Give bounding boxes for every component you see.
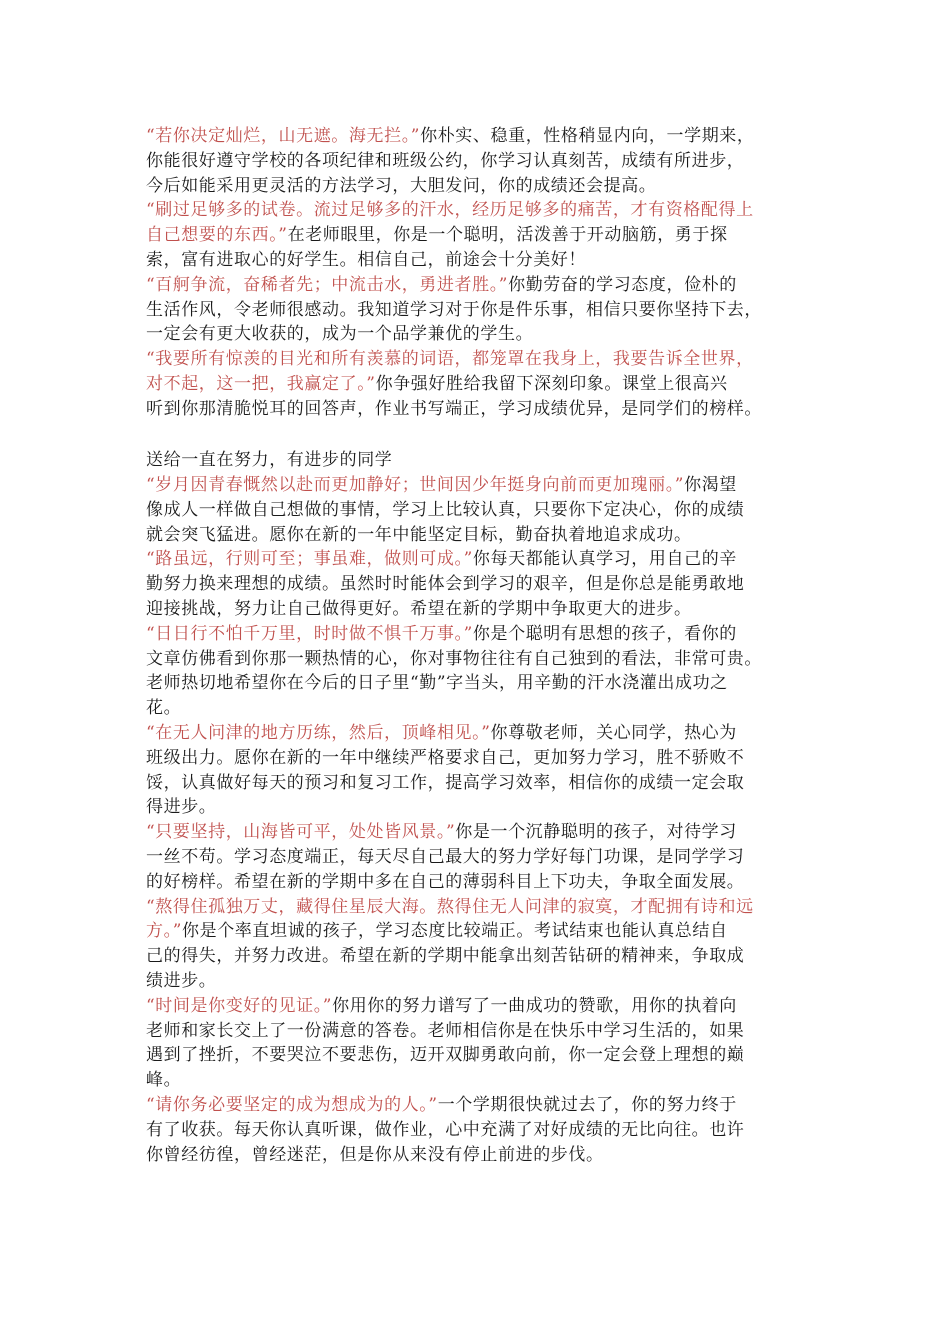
text-line (146, 870, 744, 895)
text-line (146, 1093, 737, 1118)
quote-text: “百舸争流，奋稀者先；中流击水，勇进者胜。” (146, 274, 509, 295)
text-line (146, 1019, 744, 1044)
comment-text: 在老师眼里，你是一个聪明，活泼善于开动脑筋，勇于探 (287, 225, 728, 246)
comment-text: 的好榜样。希望在新的学期中多在自己的薄弱科目上下功夫，争取全面发展。 (146, 871, 745, 892)
quote-text: “路虽远，行则可至；事虽难，做则可成。” (146, 549, 473, 570)
quote-text: “岁月因青春慨然以赴而更加静好；世间因少年挺身向前而更加瑰丽。” (146, 475, 685, 495)
comment-text: 你渴望 (684, 475, 737, 495)
text-line (146, 1143, 604, 1168)
text-line (146, 547, 737, 572)
comment-text: 索，富有进取心的好学生。相信自己，前途会十分美好！ (146, 250, 586, 270)
comment-text: 一个学期很快就过去了，你的努力终于 (437, 1095, 737, 1115)
text-line (146, 198, 754, 223)
comment-text: 你争强好胜给我留下深刻印象。课堂上很高兴 (375, 374, 728, 394)
quote-text: “时间是你变好的见证。” (146, 995, 333, 1016)
text-line (146, 1068, 181, 1093)
quote-text: “刷过足够多的试卷。流过足够多的汗水，经历足够多的痛苦，才有资格配得上 (146, 200, 754, 221)
quote-text: “日日行不怕千万里，时时做不惧千万事。” (146, 623, 473, 644)
comment-text: 你朴实、稳重，性格稍显内向，一学期来， (420, 126, 755, 146)
quote-text: “请你务必要坚定的成为想成为的人。” (146, 1095, 438, 1115)
comment-text: 像成人一样做自己想做的事情，学习上比较认真，只要你下定决心，你的成绩 (146, 499, 745, 520)
comment-text: 一定会有更大收获的，成为一个品学兼优的学生。 (146, 324, 534, 345)
text-line (146, 671, 728, 696)
text-line (146, 795, 216, 820)
comment-text: 你每天都能认真学习，用自己的辛 (472, 549, 737, 570)
quote-text: “熬得住孤独万丈，藏得住星辰大海。熬得住无人问津的寂寞，才配拥有诗和远 (146, 896, 754, 917)
text-line (146, 1118, 744, 1143)
text-line (146, 845, 744, 870)
text-line (146, 397, 762, 422)
comment-text: 勤努力换来理想的成绩。虽然时时能体会到学习的艰辛，但是你总是能勇敢地 (146, 574, 745, 595)
text-line (146, 622, 737, 647)
comment-text: 听到你那清脆悦耳的回答声，作业书写端正，学习成绩优异，是同学们的榜样。 (146, 398, 762, 419)
comment-text: 你尊敬老师，关心同学，热心为 (490, 723, 737, 743)
comment-text: 一丝不苟。学习态度端正，每天尽自己最大的努力学好每门功课，是同学学习 (146, 847, 745, 867)
text-line (146, 944, 744, 969)
text-line (146, 322, 533, 347)
comment-text: 己的得失，并努力改进。希望在新的学期中能拿出刻苦钻研的精神来，争取成 (146, 946, 745, 967)
text-line (146, 647, 762, 672)
text-line (146, 473, 737, 498)
comment-text: 峰。 (146, 1070, 182, 1091)
comment-text: 得进步。 (146, 797, 217, 818)
comment-text: 你能很好遵守学校的各项纪律和班级公约，你学习认真刻苦，成绩有所进步， (146, 150, 745, 171)
text-line (146, 273, 737, 298)
comment-text: 你是一个沉静聪明的孩子，对待学习 (455, 822, 737, 843)
comment-text: 老师热切地希望你在今后的日子里“勤”字当头，用辛勤的汗水浇灌出成功之 (146, 673, 728, 694)
text-line (146, 771, 744, 796)
text-line (146, 372, 728, 397)
section-heading: 送给一直在努力，有进步的同学 (146, 450, 393, 470)
quote-text: 自己想要的东西。” (146, 225, 288, 246)
comment-text: 馁，认真做好每天的预习和复习工作，提高学习效率，相信你的成绩一定会取 (146, 772, 745, 793)
quote-text: “若你决定灿烂，山无遮。海无拦。” (146, 126, 421, 146)
comment-text: 花。 (146, 698, 182, 719)
comment-text: 你用你的努力谱写了一曲成功的赞歌，用你的执着向 (332, 995, 737, 1016)
quote-text: “我要所有惊羡的目光和所有羡慕的词语，都笼罩在我身上，我要告诉全世界， (146, 349, 754, 370)
text-line (146, 124, 755, 149)
quote-text: “在无人问津的地方历练，然后，顶峰相见。” (146, 723, 491, 743)
text-line (146, 895, 754, 920)
comment-text: 你勤劳奋的学习态度，俭朴的 (508, 274, 737, 295)
text-line (146, 820, 737, 845)
comment-text: 你曾经彷徨，曾经迷茫，但是你从来没有停止前进的步伐。 (146, 1144, 604, 1165)
text-line (146, 994, 737, 1019)
text-line (146, 746, 744, 771)
text-line (146, 248, 586, 273)
text-line (146, 696, 181, 721)
comment-text: 就会突飞猛进。愿你在新的一年中能坚定目标，勤奋执着地追求成功。 (146, 524, 692, 545)
quote-text: 方。” (146, 921, 182, 942)
text-line (146, 498, 744, 523)
text-line (146, 523, 692, 548)
comment-text: 有了收获。每天你认真听课，做作业，心中充满了对好成绩的无比向往。也许 (146, 1119, 745, 1140)
text-line (146, 572, 744, 597)
comment-text: 文章仿佛看到你那一颗热情的心，你对事物往往有自己独到的看法，非常可贵。 (146, 648, 762, 669)
text-line (146, 298, 762, 323)
text-line (146, 347, 754, 372)
text-line (146, 149, 744, 174)
text-line (146, 969, 216, 994)
comment-text: 遇到了挫折，不要哭泣不要悲伤，迈开双脚勇敢向前，你一定会登上理想的巅 (146, 1045, 745, 1066)
comment-text: 你是个聪明有思想的孩子，看你的 (472, 623, 737, 644)
text-line (146, 597, 692, 622)
comment-text: 你是个率直坦诚的孩子，学习态度比较端正。考试结束也能认真总结自 (182, 921, 728, 942)
comment-text: 绩进步。 (146, 971, 217, 991)
comment-text: 生活作风，令老师很感动。我知道学习对于你是件乐事，相信只要你坚持下去， (146, 299, 762, 320)
text-line (146, 919, 728, 944)
comment-text: 迎接挑战，努力让自己做得更好。希望在新的学期中争取更大的进步。 (146, 599, 692, 619)
comment-text: 老师和家长交上了一份满意的答卷。老师相信你是在快乐中学习生活的，如果 (146, 1020, 745, 1041)
text-line (146, 721, 737, 746)
text-line (146, 223, 728, 248)
quote-text: “只要坚持，山海皆可平，处处皆风景。” (146, 822, 456, 843)
quote-text: 对不起，这一把，我赢定了。” (146, 374, 376, 394)
comment-text: 今后如能采用更灵活的方法学习，大胆发问，你的成绩还会提高。 (146, 175, 657, 196)
text-line (146, 174, 656, 199)
text-line (146, 1043, 744, 1068)
comment-text: 班级出力。愿你在新的一年中继续严格要求自己，更加努力学习，胜不骄败不 (146, 747, 745, 768)
